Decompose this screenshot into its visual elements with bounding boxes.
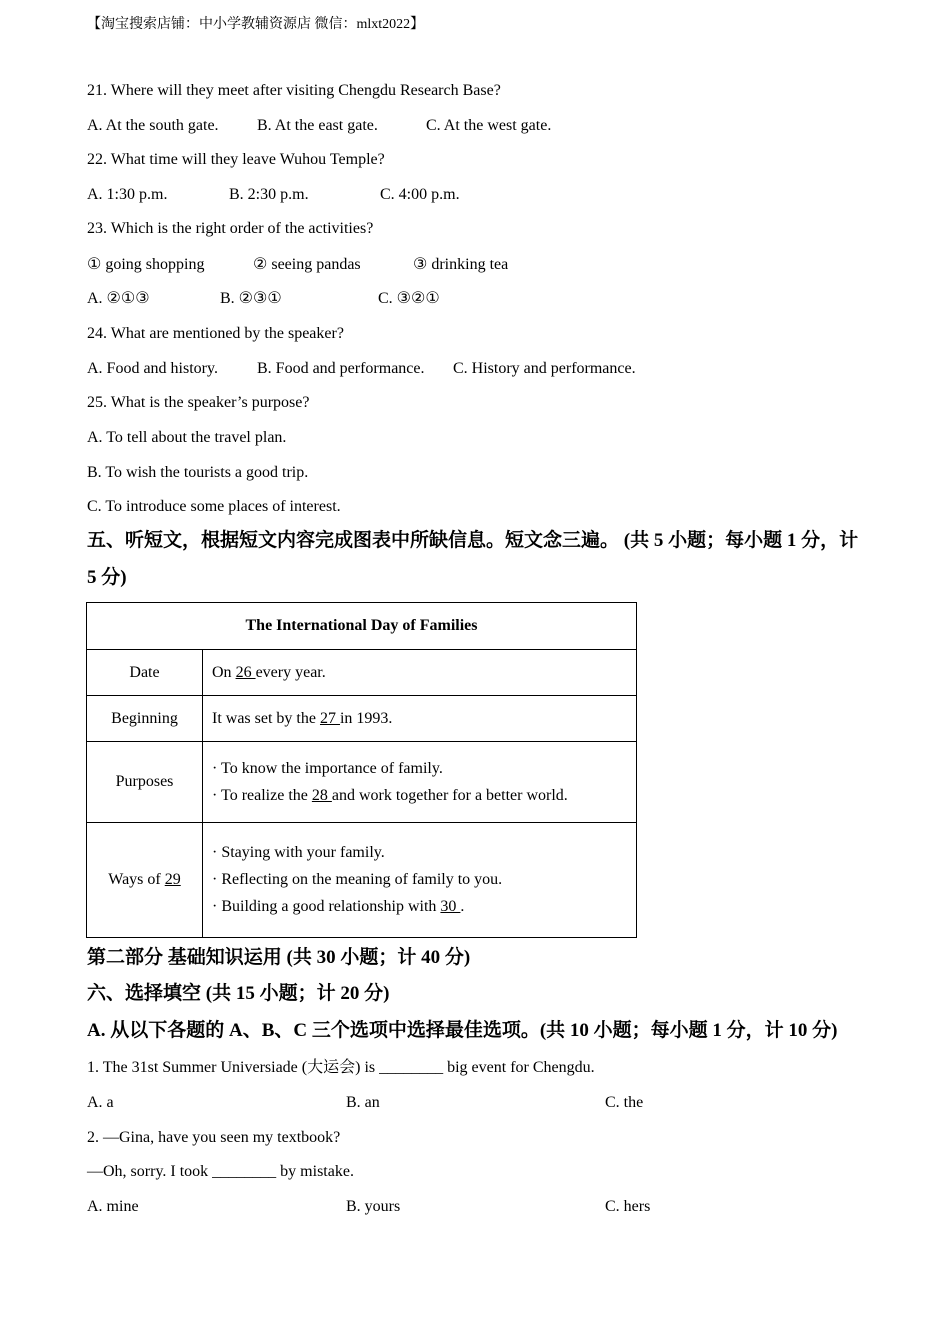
grammar-q2-reply: —Oh, sorry. I took ________ by mistake. — [87, 1163, 354, 1180]
q23-item-3: ③ drinking tea — [413, 256, 509, 273]
ways-label-text: Ways of — [108, 871, 165, 888]
section-5-heading-cont: 5 分) — [87, 567, 127, 588]
section-6-heading: 六、选择填空 (共 15 小题；计 20 分) — [87, 983, 390, 1004]
date-text: On — [212, 663, 236, 681]
grammar-q1-option-b: B. an — [346, 1094, 380, 1111]
way-item-2: · Reflecting on the meaning of family to you. — [212, 871, 503, 888]
blank-26: 26 — [235, 663, 256, 681]
q23-option-c: C. ③②① — [378, 290, 440, 307]
blank-28: 28 — [311, 786, 332, 804]
blank-27: 27 — [319, 709, 340, 727]
purpose-2-text-end: and work together for a better world. — [331, 786, 568, 804]
section-a-heading: A. 从以下各题的 A、B、C 三个选项中选择最佳选项。(共 10 小题；每小题 1 分，计 10 分) — [87, 1020, 838, 1041]
q22-option-c: C. 4:00 p.m. — [380, 186, 460, 203]
way-item-3 — [212, 897, 627, 917]
q23-option-a: A. ②①③ — [87, 290, 150, 307]
beginning-cell — [203, 696, 637, 742]
grammar-q2-option-c: C. hers — [605, 1198, 651, 1215]
q22-option-a: A. 1:30 p.m. — [87, 186, 168, 203]
q25-option-b: B. To wish the tourists a good trip. — [87, 464, 309, 481]
blank-29: 29 — [164, 871, 181, 888]
q21-option-c: C. At the west gate. — [426, 117, 552, 134]
purpose-item-2 — [212, 786, 627, 806]
grammar-q2-option-a: A. mine — [87, 1198, 139, 1215]
way-item-1: · Staying with your family. — [212, 844, 385, 861]
date-text-end: every year. — [255, 663, 326, 681]
way-3-text: · Building a good relationship with — [212, 898, 441, 915]
grammar-q1-stem: 1. The 31st Summer Universiade (大运会) is ________ big event for Chengdu. — [87, 1059, 595, 1076]
date-label: Date — [87, 650, 203, 696]
part-2-heading: 第二部分 基础知识运用 (共 30 小题；计 40 分) — [87, 947, 471, 968]
beginning-text-end: in 1993. — [339, 709, 393, 727]
q24-option-c: C. History and performance. — [453, 360, 636, 377]
q23-option-b: B. ②③① — [220, 290, 282, 307]
date-cell — [203, 650, 637, 696]
grammar-q2-option-b: B. yours — [346, 1198, 401, 1215]
purpose-item-1: · To know the importance of family. — [212, 759, 443, 777]
question-21-stem: 21. Where will they meet after visiting Chengdu Research Base? — [87, 82, 501, 99]
q21-option-a: A. At the south gate. — [87, 117, 219, 134]
question-25-stem: 25. What is the speaker’s purpose? — [87, 394, 310, 411]
grammar-q1-option-c: C. the — [605, 1094, 644, 1111]
families-table — [86, 602, 637, 938]
q22-option-b: B. 2:30 p.m. — [229, 186, 309, 203]
q25-option-a: A. To tell about the travel plan. — [87, 429, 287, 446]
question-22-stem: 22. What time will they leave Wuhou Temple? — [87, 151, 385, 168]
q23-item-2: ② seeing pandas — [253, 256, 361, 273]
ways-cell — [203, 823, 637, 938]
purpose-2-text: · To realize the — [212, 786, 312, 804]
section-5-heading: 五、听短文，根据短文内容完成图表中所缺信息。短文念三遍。 (共 5 小题；每小题 1 分，计 — [87, 530, 859, 551]
q23-item-1: ① going shopping — [87, 256, 205, 273]
purposes-label: Purposes — [87, 742, 203, 823]
blank-30: 30 — [440, 898, 461, 915]
purposes-cell — [203, 742, 637, 823]
q21-option-b: B. At the east gate. — [257, 117, 378, 134]
table-title: The International Day of Families — [87, 603, 637, 650]
grammar-q2-stem: 2. —Gina, have you seen my textbook? — [87, 1129, 341, 1146]
ways-label — [87, 823, 203, 938]
question-24-stem: 24. What are mentioned by the speaker? — [87, 325, 344, 342]
way-3-text-end: . — [460, 898, 465, 915]
question-23-stem: 23. Which is the right order of the activities? — [87, 220, 374, 237]
grammar-q1-option-a: A. a — [87, 1094, 114, 1111]
beginning-text: It was set by the — [212, 709, 320, 727]
q25-option-c: C. To introduce some places of interest. — [87, 498, 341, 515]
page-header: 【淘宝搜索店铺：中小学教辅资源店 微信：mlxt2022】 — [87, 17, 425, 32]
beginning-label: Beginning — [87, 696, 203, 742]
q24-option-a: A. Food and history. — [87, 360, 218, 377]
q24-option-b: B. Food and performance. — [257, 360, 425, 377]
